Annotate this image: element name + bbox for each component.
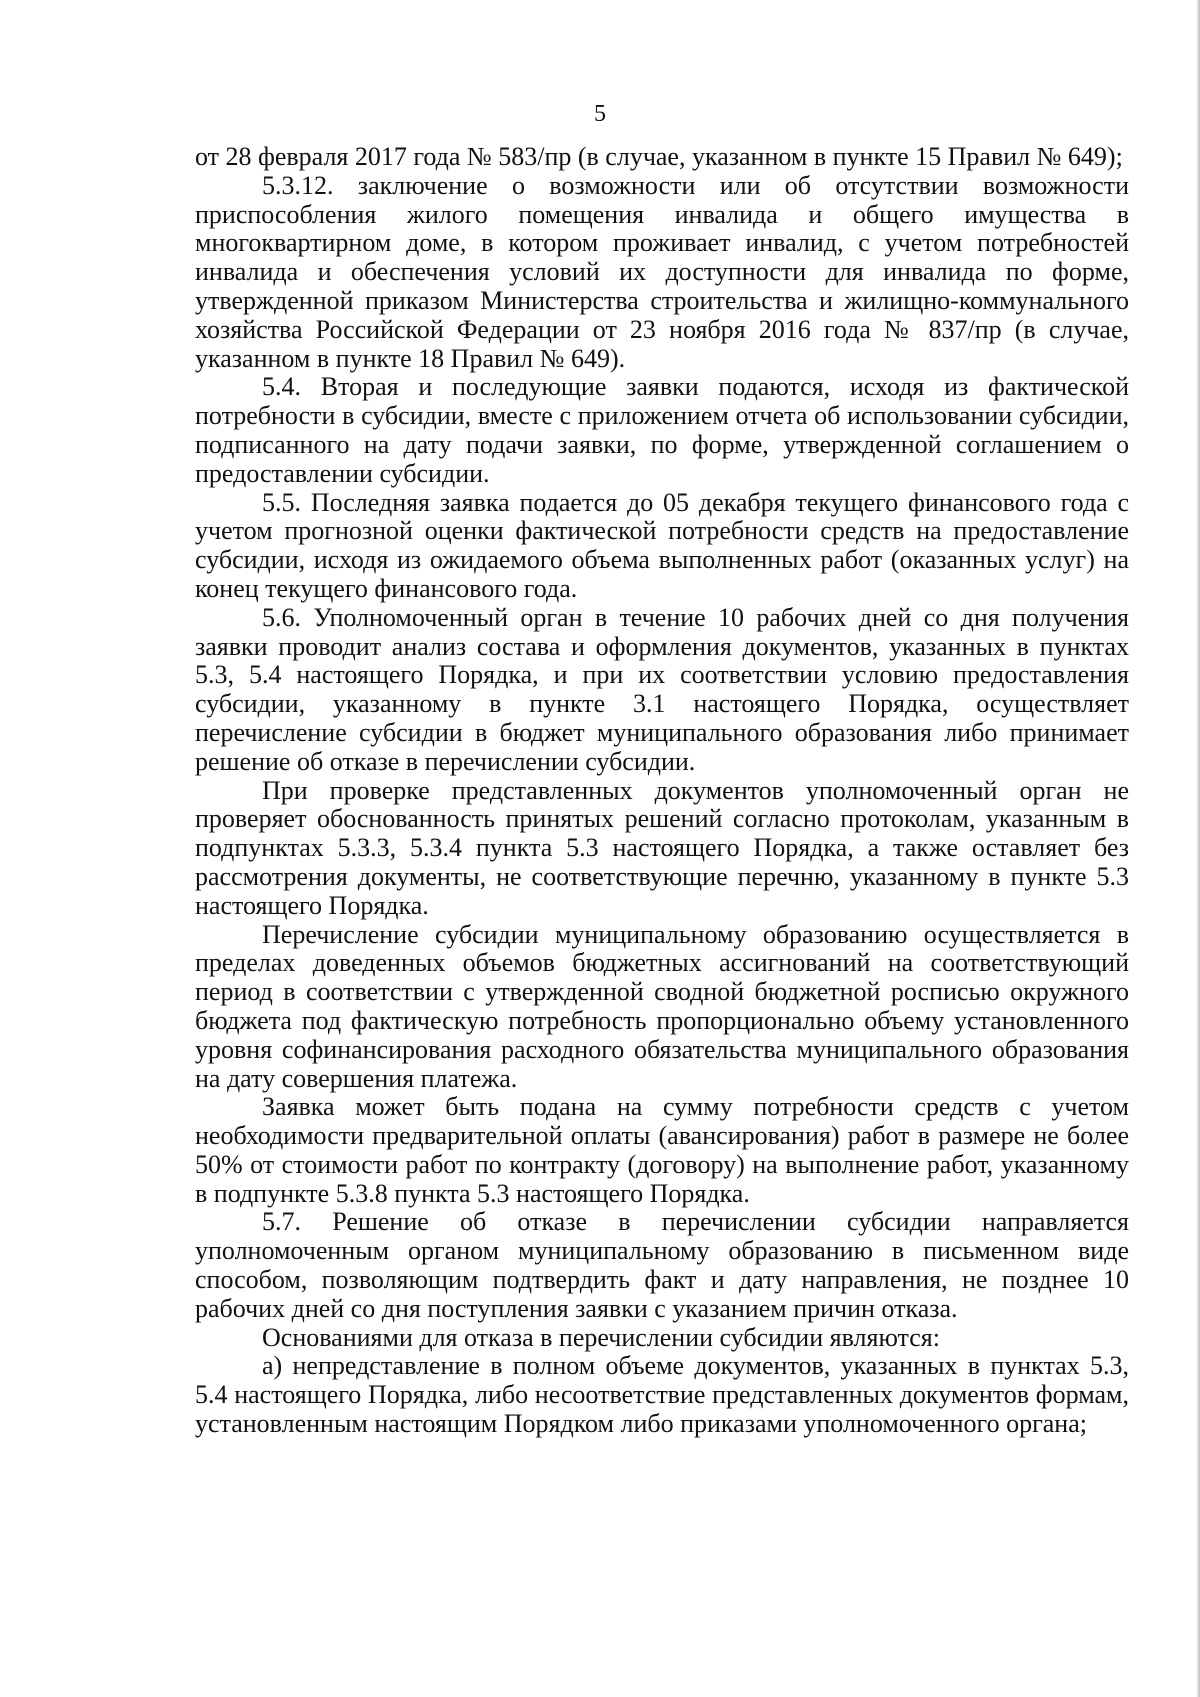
paragraph-subsidy-transfer: Перечисление субсидии муниципальному образованию осуществляется в пределах доведенных объемов бюджетных ассигнований на соответствующий период в соответствии с утвержденной сводной бюджетной росписью окружного бюджета под фактическую потребность пропорционально объему установленного уровня софинансирования расходного обязательства муниципального образования на дату совершения платежа. (195, 919, 1129, 1093)
paragraph-5-5: 5.5. Последняя заявка подается до 05 декабря текущего финансового года с учетом прогнозной оценки фактической потребности средств на предоставление субсидии, исходя из ожидаемого объема выполненных работ (оказанных услуг) на конец текущего финансового года. (195, 487, 1129, 603)
paragraph-5-6: 5.6. Уполномоченный орган в течение 10 рабочих дней со дня получения заявки проводит анализ состава и оформления документов, указанных в пунктах 5.3, 5.4 настоящего Порядка, и при их соответствии условию предоставления субсидии, указанному в пункте 3.1 настоящего Порядка, осуществляет перечисление субсидии в бюджет муниципального образования либо принимает решение об отказе в перечислении субсидии. (195, 602, 1129, 776)
document-body (195, 143, 1129, 1439)
paragraph-advance-payment: Заявка может быть подана на сумму потребности средств с учетом необходимости предварительной оплаты (авансирования) работ в размере не более 50% от стоимости работ по контракту (договору) на выполнение работ, указанному в подпункте 5.3.8 пункта 5.3 настоящего Порядка. (195, 1092, 1129, 1208)
paragraph-5-3-12: 5.3.12. заключение о возможности или об отсутствии возможности приспособления жилого помещения инвалида и общего имущества в многоквартирном доме, в котором проживает инвалид, с учетом потребностей инвалида и обеспечения условий их доступности для инвалида по форме, утвержденной приказом Министерства строительства и жилищно-коммунального хозяйства Российской Федерации от 23 ноября 2016 года № 837/пр (в случае, указанном в пункте 18 Правил № 649). (195, 170, 1129, 373)
paragraph-5-4: 5.4. Вторая и последующие заявки подаются, исходя из фактической потребности в субсидии, вместе с приложением отчета об использовании субсидии, подписанного на дату подачи заявки, по форме, утвержденной соглашением о предоставлении субсидии. (195, 372, 1129, 488)
paragraph-document-check: При проверке представленных документов уполномоченный орган не проверяет обоснованность принятых решений согласно протоколам, указанным в подпунктах 5.3.3, 5.3.4 пункта 5.3 настоящего Порядка, а также оставляет без рассмотрения документы, не соответствующие перечню, указанному в пункте 5.3 настоящего Порядка. (195, 775, 1129, 920)
paragraph-item-a: а) непредставление в полном объеме документов, указанных в пунктах 5.3, 5.4 настоящего Порядка, либо несоответствие представленных документов формам, установленным настоящим Порядком либо приказами уполномоченного органа; (195, 1351, 1129, 1439)
paragraph-continuation: от 28 февраля 2017 года № 583/пр (в случае, указанном в пункте 15 Правил № 649); (195, 142, 1123, 171)
paragraph-5-7: 5.7. Решение об отказе в перечислении субсидии направляется уполномоченным органом муниципальному образованию в письменном виде способом, позволяющим подтвердить факт и дату направления, не позднее 10 рабочих дней со дня поступления заявки с указанием причин отказа. (195, 1207, 1129, 1323)
paragraph-refusal-grounds: Основаниями для отказа в перечислении субсидии являются: (262, 1322, 940, 1352)
scan-edge-shadow (1196, 0, 1200, 1697)
page-number: 5 (594, 101, 606, 127)
